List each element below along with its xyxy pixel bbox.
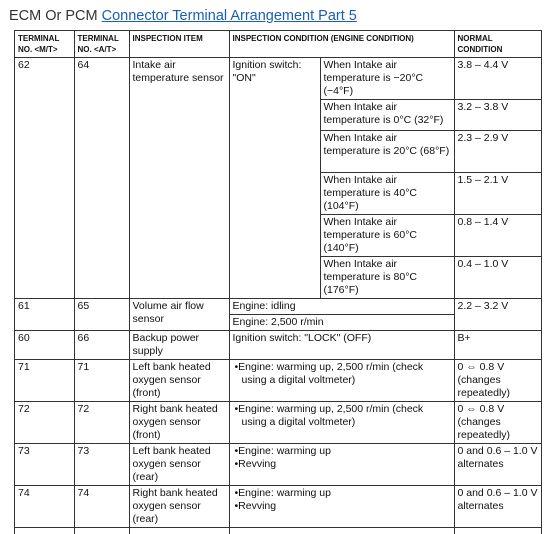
- cell-sub-condition: When Intake air temperature is 60°C (140°F): [320, 215, 454, 257]
- condition-line: •Engine: warming up, 2,500 r/min (check using a digital voltmeter): [233, 403, 451, 429]
- cell-terminal-at: 71: [74, 360, 129, 402]
- cell-terminal-mt: 71: [15, 360, 74, 402]
- table-row: [15, 444, 541, 486]
- condition-line: •Revving: [233, 458, 451, 471]
- cell-normal-condition: 0.4 – 1.0 V: [454, 257, 541, 299]
- cell-terminal-at: 73: [74, 444, 129, 486]
- cell-normal-condition: 0 ⇔ 0.8 V (changes repeatedly): [454, 360, 541, 402]
- cell-sub-condition: When Intake air temperature is 80°C (176°F): [320, 257, 454, 299]
- cell-terminal-mt: 72: [15, 402, 74, 444]
- cell-normal-condition: B+: [454, 331, 541, 360]
- table-row: [15, 299, 541, 315]
- condition-line: •Engine: warming up: [233, 487, 451, 500]
- cell-normal-condition: 0 and 0.6 – 1.0 V alternates: [454, 444, 541, 486]
- cell-normal-condition: 0 and 0.6 – 1.0 V alternates: [454, 486, 541, 528]
- cell-terminal-at: 64: [74, 58, 129, 299]
- cell-inspection-condition: [229, 486, 454, 528]
- header-terminal-mt: TERMINAL NO. <M/T>: [15, 31, 74, 58]
- cell-inspection-item: Left bank heated oxygen sensor (front): [129, 360, 229, 402]
- cell-inspection-condition: Engine: 2,500 r/min: [229, 315, 454, 331]
- table-row: [15, 486, 541, 528]
- condition-line: •Engine: warming up: [233, 445, 451, 458]
- cell-terminal-mt: 60: [15, 331, 74, 360]
- condition-line: •Engine: warming up, 2,500 r/min (check using a digital voltmeter): [233, 361, 451, 387]
- cell-terminal-mt: 62: [15, 58, 74, 299]
- cell-sub-condition: When Intake air temperature is 20°C (68°F): [320, 131, 454, 173]
- table-row: [15, 402, 541, 444]
- table-row: [15, 58, 541, 100]
- page-heading: [9, 8, 357, 24]
- cell-inspection-condition: Ignition switch: "LOCK" (OFF): [229, 331, 454, 360]
- connector-terminal-link[interactable]: Connector Terminal Arrangement Part 5: [102, 8, 357, 24]
- header-inspection-item: INSPECTION ITEM: [129, 31, 229, 58]
- cell-normal-condition: 1.5 – 2.1 V: [454, 173, 541, 215]
- cell-sub-condition: When Intake air temperature is 0°C (32°F): [320, 100, 454, 131]
- heading-prefix: ECM Or PCM: [9, 8, 102, 24]
- header-terminal-at: TERMINAL NO. <A/T>: [74, 31, 129, 58]
- cell-normal-condition: 0.8 – 1.4 V: [454, 215, 541, 257]
- cell-inspection-condition: Engine: idling: [229, 299, 454, 315]
- table-row: [15, 331, 541, 360]
- cell-ignition-condition: Ignition switch: "ON": [229, 58, 320, 299]
- cell-terminal-at: 66: [74, 331, 129, 360]
- cell-inspection-condition: [229, 402, 454, 444]
- cell-inspection-item: Volume air flow sensor: [129, 299, 229, 331]
- cell-normal-condition: 2.3 – 2.9 V: [454, 131, 541, 173]
- cell-inspection-item: Backup power supply: [129, 331, 229, 360]
- header-normal-condition: NORMAL CONDITION: [454, 31, 541, 58]
- cell-sub-condition: When Intake air temperature is 40°C (104°F): [320, 173, 454, 215]
- table-row: [15, 360, 541, 402]
- terminal-table-frame: [14, 30, 542, 534]
- cell-terminal-at: 74: [74, 486, 129, 528]
- cell-terminal-mt: 73: [15, 444, 74, 486]
- cell-inspection-item: Right bank heated oxygen sensor (front): [129, 402, 229, 444]
- cell-normal-condition: 3.2 – 3.8 V: [454, 100, 541, 131]
- cell-terminal-mt: 74: [15, 486, 74, 528]
- cell-sub-condition: When Intake air temperature is −20°C (−4°F): [320, 58, 454, 100]
- cell-inspection-item: Right bank heated oxygen sensor (rear): [129, 486, 229, 528]
- cell-inspection-item: Intake air temperature sensor: [129, 58, 229, 299]
- condition-line: •Revving: [233, 500, 451, 513]
- header-inspection-condition: INSPECTION CONDITION (ENGINE CONDITION): [229, 31, 454, 58]
- cell-normal-condition: 0 ⇔ 0.8 V (changes repeatedly): [454, 402, 541, 444]
- terminal-table: [15, 31, 541, 534]
- table-row-partial: [15, 528, 541, 534]
- cell-inspection-condition: [229, 444, 454, 486]
- cell-terminal-mt: 61: [15, 299, 74, 331]
- cell-terminal-at: 65: [74, 299, 129, 331]
- table-header-row: [15, 31, 541, 58]
- cell-inspection-condition: [229, 360, 454, 402]
- cell-normal-condition: 3.8 – 4.4 V: [454, 58, 541, 100]
- cell-normal-condition: 2.2 – 3.2 V: [454, 299, 541, 331]
- cell-terminal-at: 72: [74, 402, 129, 444]
- cell-inspection-item: Left bank heated oxygen sensor (rear): [129, 444, 229, 486]
